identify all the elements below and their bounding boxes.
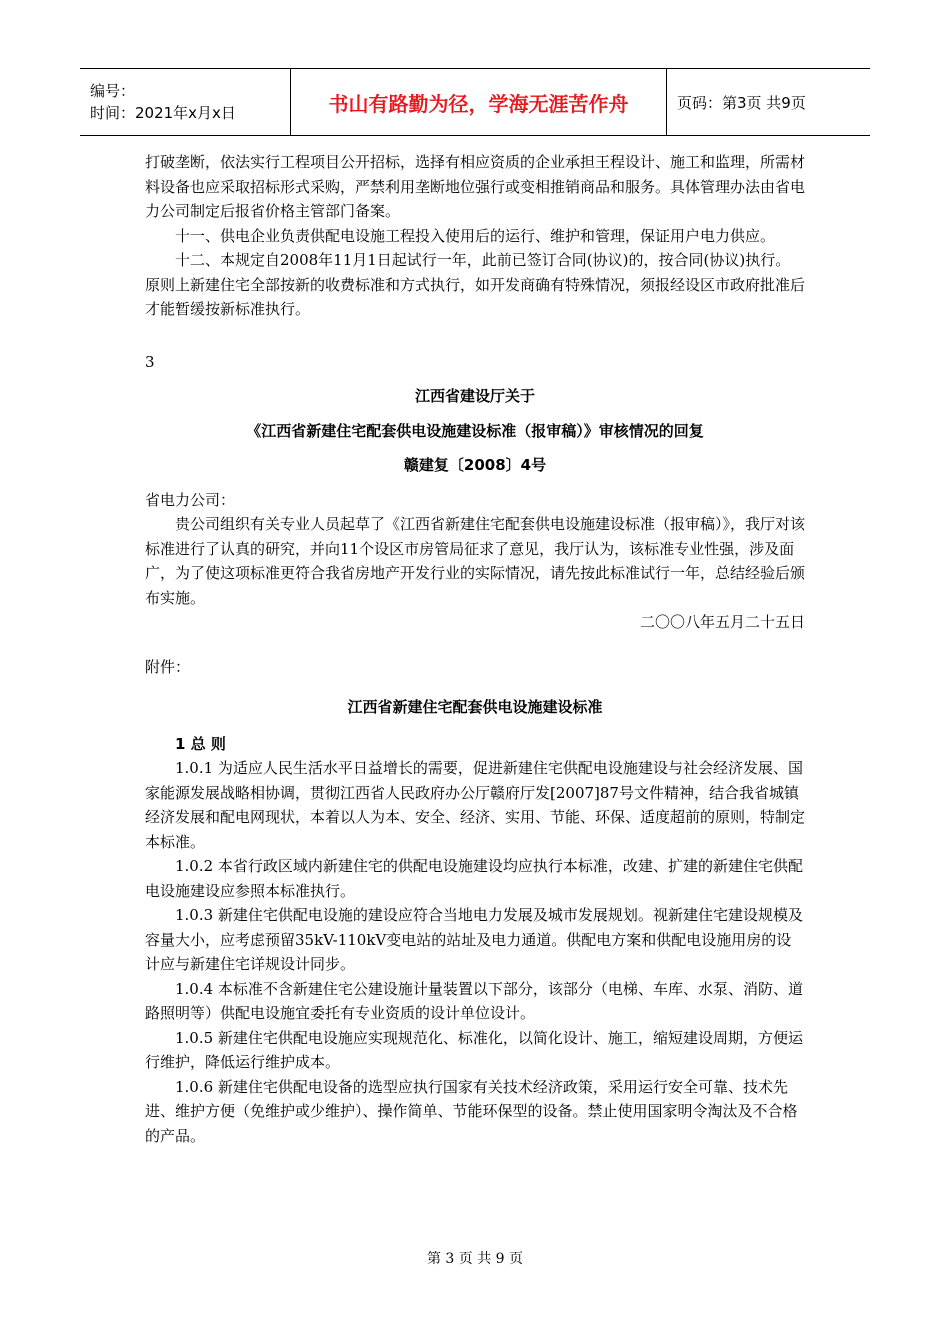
paragraph: 打破垄断，依法实行工程项目公开招标，选择有相应资质的企业承担王程设计、施工和监理，所需材料设备也应采取招标形式采购，严禁利用垄断地位强行或变相推销商品和服务。具体管理办法由省电力公司制定后报省价格主管部门备案。 (145, 153, 806, 220)
time-label: 时间：2021年x月x日 (90, 104, 236, 122)
title-line-2: 《江西省新建住宅配套供电设施建设标准（报审稿）》审核情况的回复 (246, 421, 704, 440)
page-header (80, 68, 870, 136)
number-label: 编号： (90, 82, 136, 100)
clause: 1.0.5 新建住宅供配电设施应实现规范化、标准化，以简化设计、施工，缩短建设周期，方便运行维护，降低运行维护成本。 (145, 1028, 803, 1071)
clause: 1.0.4 本标准不含新建住宅公建设施计量装置以下部分，该部分（电梯、车库、水泵、消防、道路照明等）供配电设施宜委托有专业资质的设计单位设计。 (145, 979, 803, 1022)
title-line-1: 江西省建设厅关于 (414, 387, 535, 405)
attachment-label: 附件： (145, 657, 191, 676)
document-number: 赣建复〔2008〕4号 (403, 456, 547, 474)
clause: 1.0.3 新建住宅供配电设施的建设应符合当地电力发展及城市发展规划。视新建住宅建设规模及容量大小，应考虑预留35kV-110kV变电站的站址及电力通道。供配电方案和供配电设施用房的设计应与新建住宅详规设计同步。 (145, 906, 803, 973)
paragraph: 十二、本规定自2008年11月1日起试行一年，此前已签订合同(协议)的，按合同(协议)执行。原则上新建住宅全部按新的收费标准和方式执行，如开发商确有特殊情况，须报经设区市政府批准后才能暂缓按新标准执行。 (145, 251, 806, 318)
paragraph: 十一、供电企业负责供配电设施工程投入使用后的运行、维护和管理，保证用户电力供应。 (175, 226, 776, 245)
page-label: 页码：第3页 共9页 (677, 93, 806, 112)
reply-date: 二〇〇八年五月二十五日 (639, 613, 805, 631)
clause: 1.0.2 本省行政区域内新建住宅的供配电设施建设均应执行本标准，改建、扩建的新建住宅供配电设施建设应参照本标准执行。 (145, 857, 803, 900)
document-body (145, 150, 805, 1148)
page-number-marker: 3 (145, 352, 155, 371)
standard-title: 江西省新建住宅配套供电设施建设标准 (347, 698, 603, 716)
section-heading: 1 总 则 (175, 734, 226, 753)
salutation: 省电力公司： (145, 490, 236, 509)
header-meta (80, 69, 291, 135)
paragraph: 贵公司组织有关专业人员起草了《江西省新建住宅配套供电设施建设标准（报审稿）》，我厅对该标准进行了认真的研究，并向11个设区市房管局征求了意见，我厅认为，该标准专业性强，涉及面广，为了使这项标准更符合我省房地产开发行业的实际情况，请先按此标准试行一年，总结经验后颁布实施。 (145, 515, 806, 607)
clause: 1.0.6 新建住宅供配电设备的选型应执行国家有关技术经济政策，采用运行安全可靠、技术先进、维护方便（免维护或少维护）、操作简单、节能环保型的设备。禁止使用国家明令淘汰及不合格的产品。 (145, 1077, 798, 1145)
motto: 书山有路勤为径，学海无涯苦作舟 (291, 69, 667, 135)
page-footer: 第 3 页 共 9 页 (426, 1251, 524, 1267)
clause: 1.0.1 为适应人民生活水平日益增长的需要，促进新建住宅供配电设施建设与社会经济发展、国家能源发展战略相协调，贯彻江西省人民政府办公厅赣府厅发[2007]87号文件精神，结合我省城镇经济发展和配电网现状，本着以人为本、安全、经济、实用、节能、环保、适度超前的原则，特制定本标准。 (145, 759, 806, 851)
